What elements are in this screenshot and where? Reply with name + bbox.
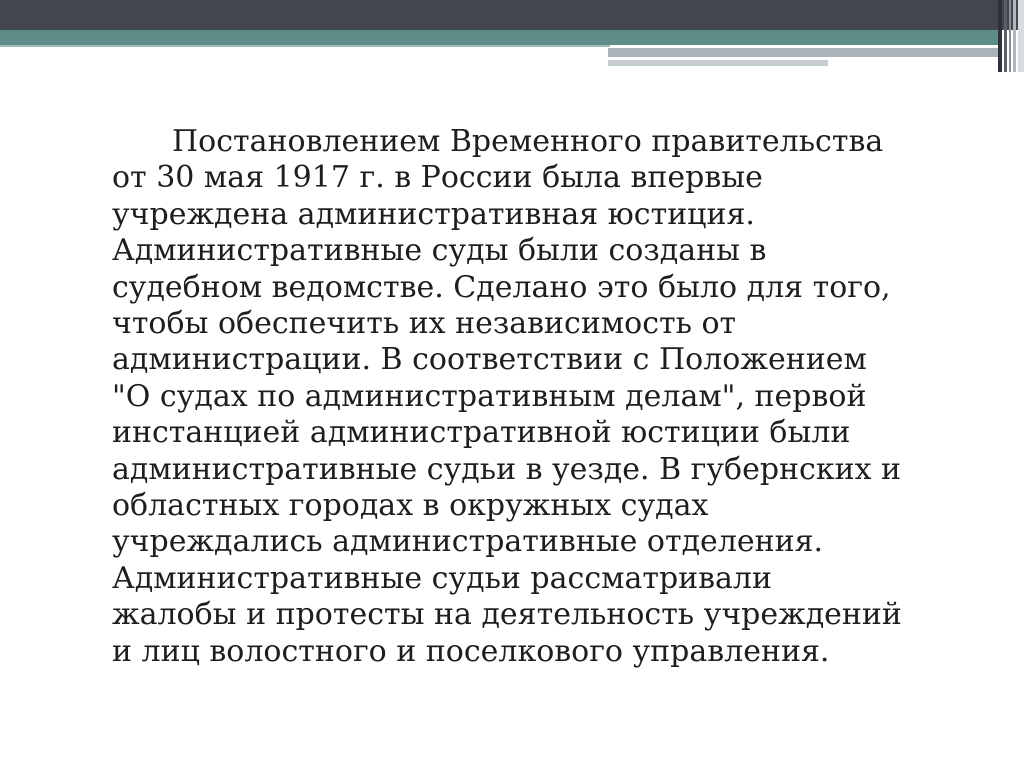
body-line: административные судьи в уезде. В губернских и [112, 451, 902, 487]
vertical-stripe [998, 0, 1002, 72]
vertical-stripe [1018, 0, 1024, 72]
body-line: Постановлением Временного правительства [172, 124, 884, 159]
header-band-teal-thin [0, 45, 610, 47]
body-line: Административные судьи рассматривали [112, 560, 772, 596]
body-line: судебном ведомстве. Сделано это было для того, [112, 269, 891, 305]
body-line: Административные суды были созданы в [112, 233, 767, 269]
vertical-stripe [1009, 0, 1011, 72]
header-band-grey-lower [608, 60, 828, 66]
header-band-dark [0, 0, 1024, 30]
vertical-stripe [1013, 0, 1016, 72]
body-line: "О судах по административным делам", первой [112, 378, 867, 414]
body-line: чтобы обеспечить их независимость от [112, 306, 737, 342]
body-line: учреждались административные отделения. [112, 524, 824, 560]
body-line: и лиц волостного и поселкового управления. [112, 633, 830, 669]
body-line: от 30 мая 1917 г. в России была впервые [112, 160, 763, 196]
body-line: жалобы и протесты на деятельность учреждений [112, 597, 902, 633]
body-line: областных городах в окружных судах [112, 488, 709, 524]
vertical-stripe [1004, 0, 1007, 72]
body-line: администрации. В соответствии с Положением [112, 342, 867, 378]
body-line: инстанцией административной юстиции были [112, 415, 851, 451]
body-line: учреждена административная юстиция. [112, 196, 755, 232]
header-band-grey-upper [608, 48, 1000, 57]
body-text [112, 124, 972, 670]
header-band-teal [0, 30, 1000, 45]
